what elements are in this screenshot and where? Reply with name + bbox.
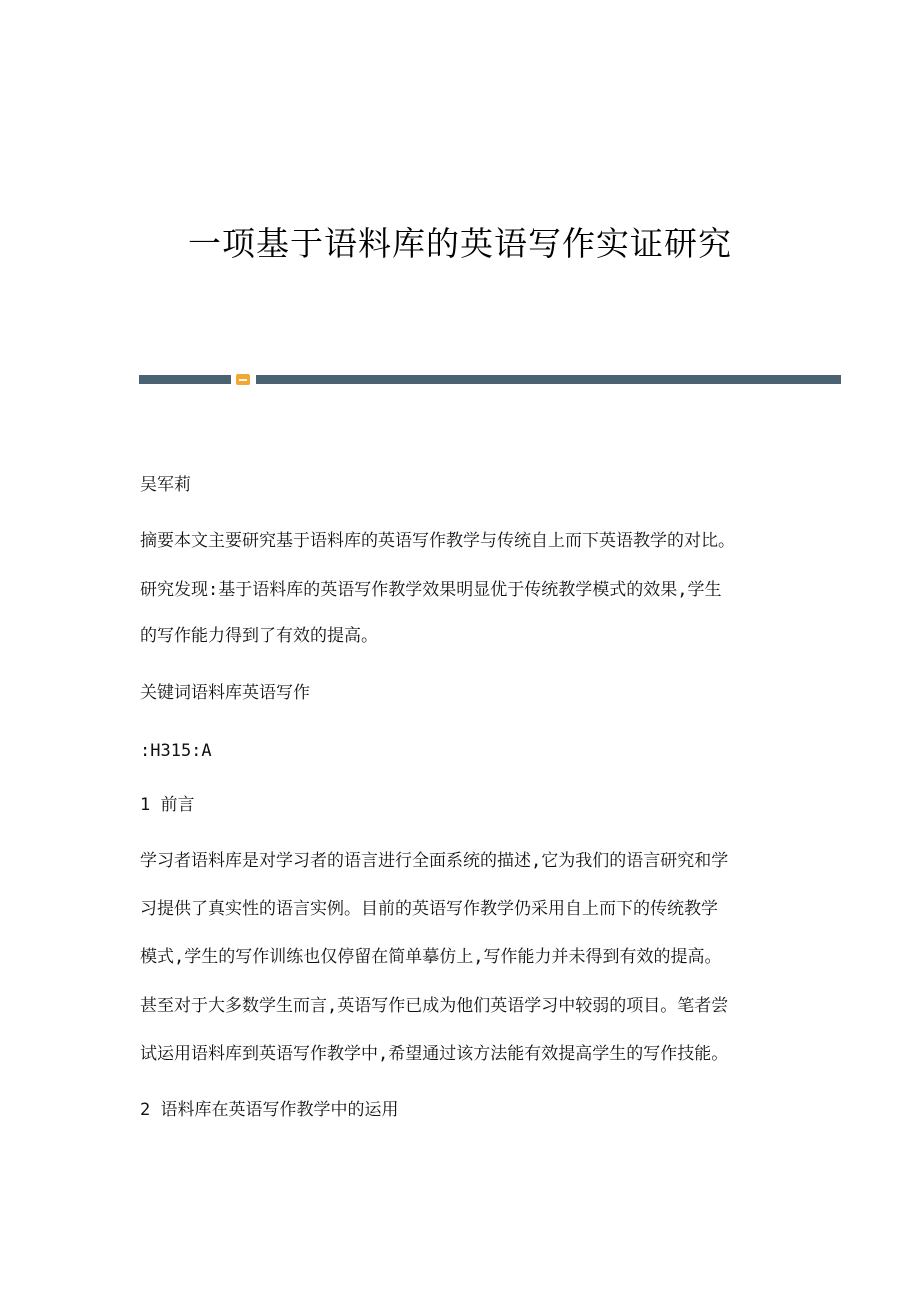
document-title: 一项基于语料库的英语写作实证研究 <box>188 224 732 263</box>
paragraph-line: 甚至对于大多数学生而言,英语写作已成为他们英语学习中较弱的项目。笔者尝 <box>140 996 729 1016</box>
divider-bar-right <box>256 375 841 384</box>
paragraph-line: 习提供了真实性的语言实例。目前的英语写作教学仍采用自上而下的传统教学 <box>140 899 718 919</box>
paragraph-line: 试运用语料库到英语写作教学中,希望通过该方法能有效提高学生的写作技能。 <box>140 1044 729 1064</box>
ornament-icon <box>236 374 250 385</box>
paragraph-line: 模式,学生的写作训练也仅停留在简单摹仿上,写作能力并未得到有效的提高。 <box>140 947 722 967</box>
abstract-line: 的写作能力得到了有效的提高。 <box>140 626 378 646</box>
section-heading-corpus-application: 2 语料库在英语写作教学中的运用 <box>140 1100 399 1120</box>
author-name: 吴军莉 <box>140 475 191 495</box>
abstract-line: 研究发现:基于语料库的英语写作教学效果明显优于传统教学模式的效果,学生 <box>140 580 722 600</box>
section-heading-introduction: 1 前言 <box>140 795 195 815</box>
classification-code: :H315:A <box>140 741 212 761</box>
paragraph-line: 学习者语料库是对学习者的语言进行全面系统的描述,它为我们的语言研究和学 <box>140 851 729 871</box>
divider-bar-left <box>139 375 231 384</box>
title-divider <box>139 375 841 384</box>
abstract-line: 摘要本文主要研究基于语料库的英语写作教学与传统自上而下英语教学的对比。 <box>140 531 735 551</box>
keywords: 关键词语料库英语写作 <box>140 683 310 703</box>
